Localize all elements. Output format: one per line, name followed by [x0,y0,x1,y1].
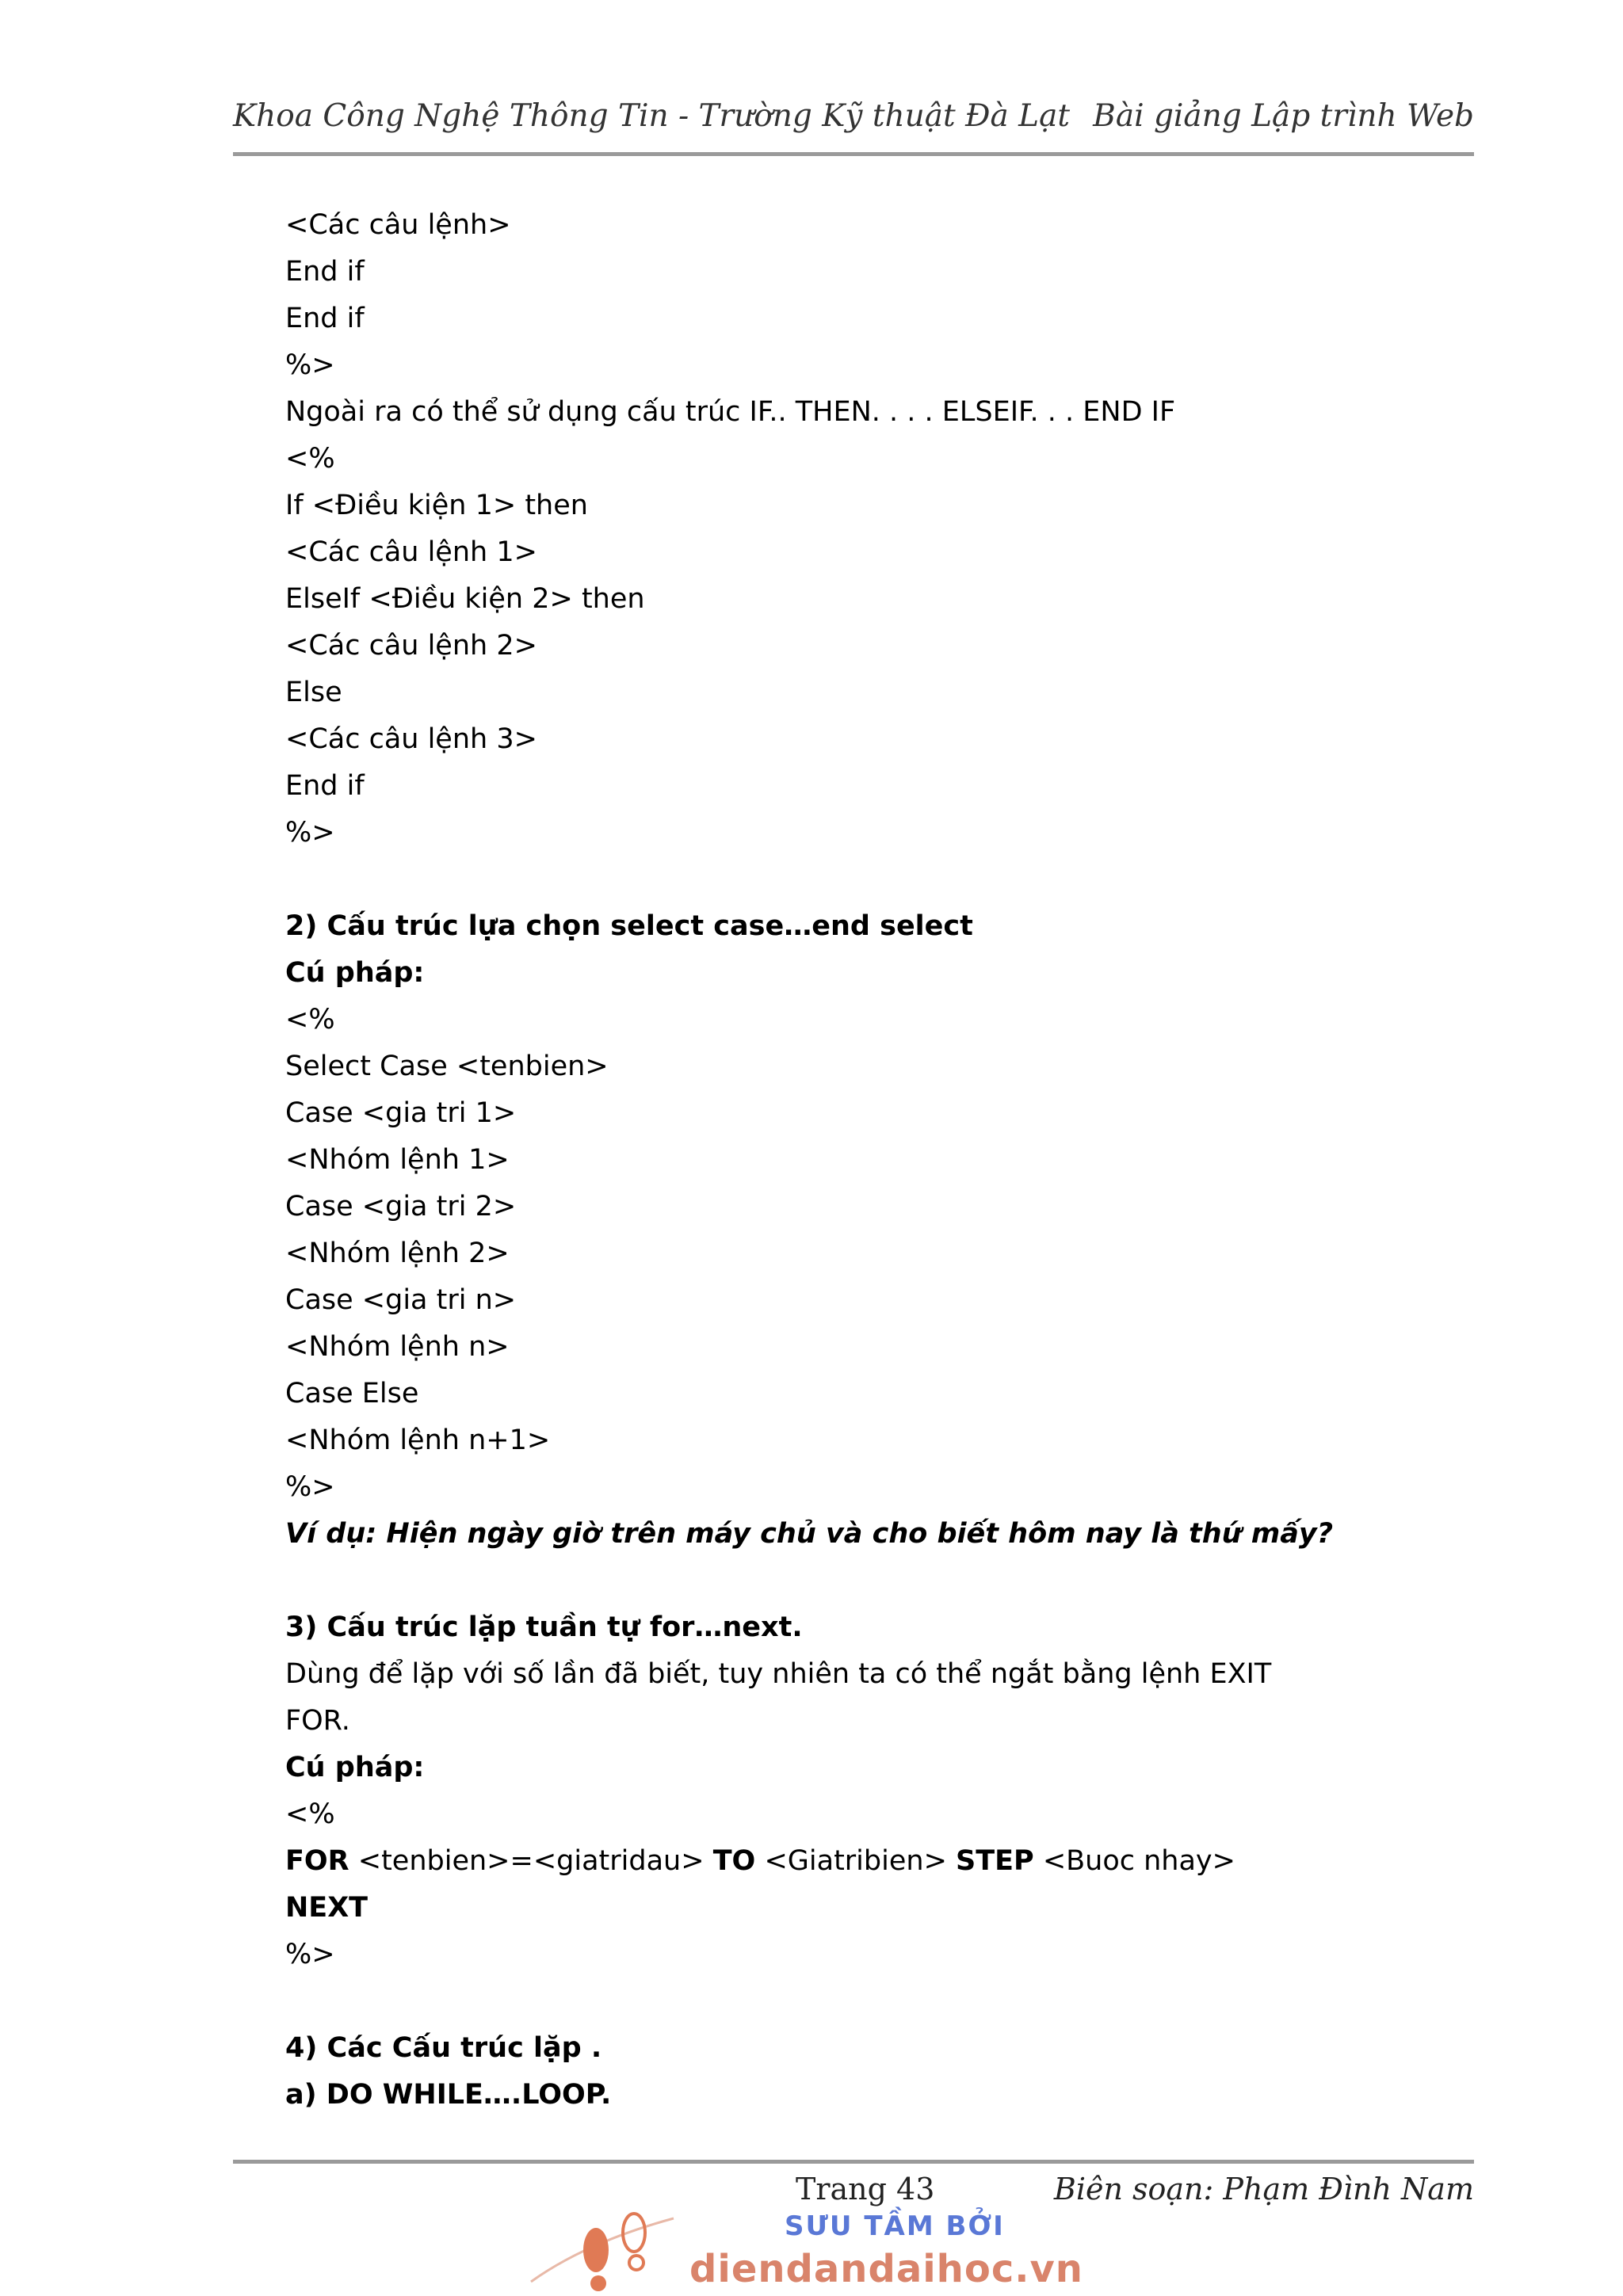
text-line: End if [285,303,365,334]
text-line: Case <gia tri 1> [285,1097,517,1129]
watermark [523,2195,1083,2296]
footprints-icon [523,2195,682,2296]
text-line: <Các câu lệnh 1> [285,536,537,568]
subsection-heading: a) DO WHILE….LOOP. [285,2079,612,2111]
keyword-step: STEP [956,1845,1034,1877]
text-line: %> [285,349,335,381]
syntax-label: Cú pháp: [285,957,425,989]
section-heading: 3) Cấu trúc lặp tuần tự for…next. [285,1611,803,1643]
text-line: Dùng để lặp với số lần đã biết, tuy nhiên ta có thể ngắt bằng lệnh EXIT [285,1658,1272,1690]
text-line: End if [285,256,365,288]
header-course: Bài giảng Lập trình Web [1093,98,1474,134]
text-line: Case <gia tri 2> [285,1191,517,1222]
author-credit: Biên soạn: Phạm Đình Nam [1053,2172,1474,2206]
text-line: <Các câu lệnh 3> [285,723,537,755]
text-line: Select Case <tenbien> [285,1051,609,1082]
text-line: <Các câu lệnh> [285,209,511,241]
for-text: <Buoc nhay> [1033,1845,1235,1877]
text-line: %> [285,1939,335,1970]
text-line: FOR. [285,1705,350,1737]
text-line: <Các câu lệnh 2> [285,630,537,662]
text-line: %> [285,1471,335,1503]
for-text: <tenbien>=<giatridau> [349,1845,713,1877]
keyword-for: FOR [285,1845,349,1877]
watermark-site: diendandaihoc.vn [689,2247,1083,2291]
text-line: <% [285,1798,335,1830]
section-heading: 4) Các Cấu trúc lặp . [285,2032,602,2064]
text-line: <Nhóm lệnh 1> [285,1144,510,1176]
text-line: %> [285,817,335,849]
text-line: <% [285,1004,335,1035]
text-line: <Nhóm lệnh 2> [285,1238,510,1269]
text-line: Else [285,677,342,708]
page-header [233,95,1474,156]
example-line: Ví dụ: Hiện ngày giờ trên máy chủ và cho biết hôm nay là thứ mấy? [285,1518,1334,1550]
text-line: <Nhóm lệnh n> [285,1331,510,1363]
header-school: Khoa Công Nghệ Thông Tin - Trường Kỹ thuật Đà Lạt [233,98,1071,134]
section-heading: 2) Cấu trúc lựa chọn select case…end select [285,910,973,942]
text-line: Ngoài ra có thể sử dụng cấu trúc IF.. THEN. . . . ELSEIF. . . END IF [285,396,1176,428]
text-line: ElseIf <Điều kiện 2> then [285,583,645,615]
page-number: Trang 43 [796,2172,935,2206]
for-text: <Giatribien> [755,1845,957,1877]
for-syntax-line [285,1844,1235,1878]
text-line: Case <gia tri n> [285,1284,517,1316]
keyword-to: TO [712,1845,756,1877]
text-line: If <Điều kiện 1> then [285,490,588,521]
keyword-next: NEXT [285,1892,369,1924]
text-line: Case Else [285,1378,419,1409]
watermark-caption: SƯU TẦM BỞI [785,2210,1005,2242]
text-line: <Nhóm lệnh n+1> [285,1425,551,1456]
text-line: End if [285,770,365,802]
text-line: <% [285,443,335,475]
syntax-label: Cú pháp: [285,1752,425,1783]
